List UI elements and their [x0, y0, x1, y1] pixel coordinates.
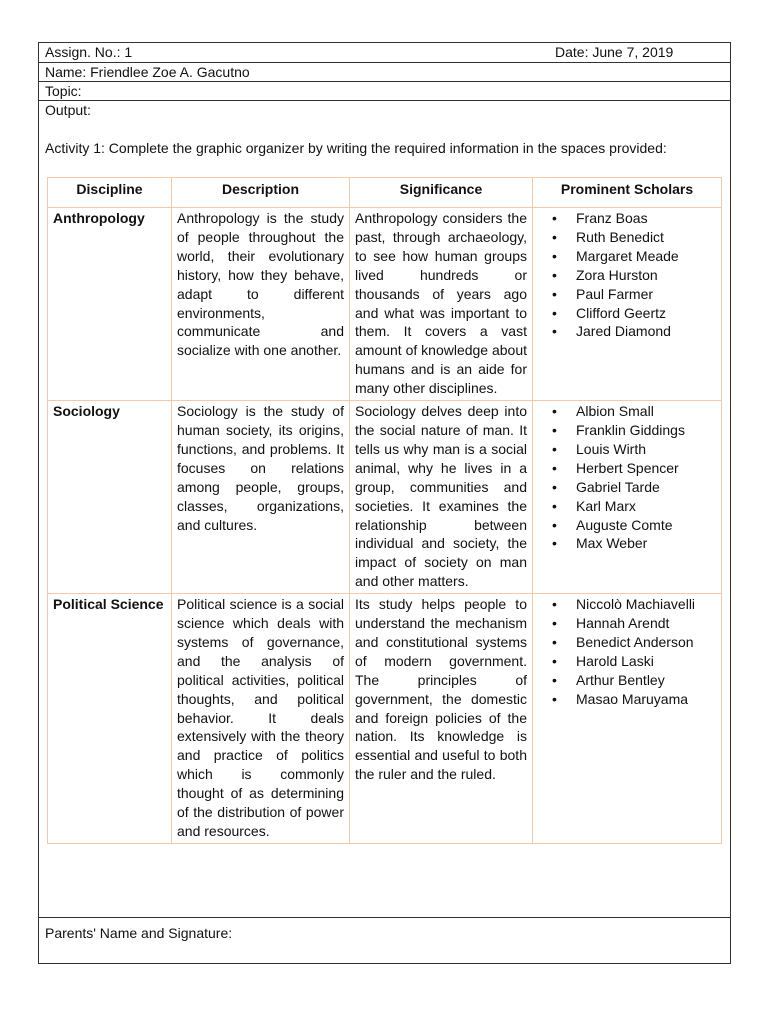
- scholar-item: • Zora Hurston: [564, 266, 716, 285]
- assign-number: Assign. No.: 1: [45, 44, 133, 60]
- assignment-sheet: [38, 42, 731, 964]
- scholar-item: • Jared Diamond: [564, 322, 716, 341]
- output-label: Output:: [45, 102, 91, 118]
- scholar-item: • Franklin Giddings: [564, 421, 716, 440]
- scholar-item: • Margaret Meade: [564, 247, 716, 266]
- scholar-item: • Louis Wirth: [564, 440, 716, 459]
- header-row-topic: [39, 82, 730, 101]
- discipline-cell: Anthropology: [48, 208, 172, 401]
- significance-cell: Anthropology considers the past, through archaeology, to see how human groups lived hundreds or thousands of years ago and what was important to them. It covers a vast amount of knowledge about humans and is an aide for many other disciplines.: [350, 208, 533, 401]
- scholar-item: • Benedict Anderson: [564, 633, 716, 652]
- scholar-item: • Masao Maruyama: [564, 690, 716, 709]
- header-scholars: Prominent Scholars: [533, 178, 722, 208]
- scholar-item: • Herbert Spencer: [564, 459, 716, 478]
- scholars-cell: [533, 208, 722, 401]
- scholar-item: • Arthur Bentley: [564, 671, 716, 690]
- output-area: [39, 101, 730, 918]
- graphic-organizer-table: [47, 177, 722, 844]
- scholars-cell: [533, 594, 722, 844]
- table-header-row: [48, 178, 722, 208]
- topic-label: Topic:: [45, 83, 82, 99]
- significance-cell: Sociology delves deep into the social nature of man. It tells us why man is a social animal, why he lives in a group, communities and societies. It examines the relationship between individual and society, the impact of society on man and other matters.: [350, 401, 533, 594]
- date-text: Date: June 7, 2019: [555, 44, 674, 60]
- scholar-item: • Karl Marx: [564, 497, 716, 516]
- scholars-list: [538, 209, 716, 341]
- header-discipline: Discipline: [48, 178, 172, 208]
- discipline-cell: Sociology: [48, 401, 172, 594]
- student-name: Name: Friendlee Zoe A. Gacutno: [45, 64, 250, 80]
- header-row-name: [39, 63, 730, 82]
- scholars-list: [538, 402, 716, 553]
- parents-signature-label: Parents' Name and Signature:: [45, 925, 233, 941]
- scholars-cell: [533, 401, 722, 594]
- scholar-item: • Hannah Arendt: [564, 614, 716, 633]
- table-row: [48, 401, 722, 594]
- header-row-assign: [39, 43, 730, 63]
- description-cell: Anthropology is the study of people throughout the world, their evolutionary history, how they behave, adapt to different environments, communicate and socialize with one another.: [172, 208, 350, 401]
- scholars-list: [538, 595, 716, 708]
- scholar-item: • Franz Boas: [564, 209, 716, 228]
- scholar-item: • Max Weber: [564, 534, 716, 553]
- scholar-item: • Niccolò Machiavelli: [564, 595, 716, 614]
- scholar-item: • Paul Farmer: [564, 285, 716, 304]
- description-cell: Sociology is the study of human society, its origins, functions, and problems. It focuses on relations among people, groups, classes, organizations, and cultures.: [172, 401, 350, 594]
- discipline-cell: Political Science: [48, 594, 172, 844]
- scholar-item: • Ruth Benedict: [564, 228, 716, 247]
- activity-instructions: Activity 1: Complete the graphic organizer by writing the required information in the spaces provided:: [45, 140, 667, 156]
- table-row: [48, 594, 722, 844]
- header-significance: Significance: [350, 178, 533, 208]
- header-description: Description: [172, 178, 350, 208]
- scholar-item: • Harold Laski: [564, 652, 716, 671]
- scholar-item: • Albion Small: [564, 402, 716, 421]
- description-cell: Political science is a social science which deals with systems of governance, and the analysis of political activities, political thoughts, and political behavior. It deals extensively with the theory and practice of politics which is commonly thought of as determining of the distribution of power and resources.: [172, 594, 350, 844]
- scholar-item: • Clifford Geertz: [564, 304, 716, 323]
- significance-cell: Its study helps people to understand the mechanism and constitutional systems of modern government. The principles of government, the domestic and foreign policies of the nation. Its knowledge is essential and useful to both the ruler and the ruled.: [350, 594, 533, 844]
- table-row: [48, 208, 722, 401]
- scholar-item: • Gabriel Tarde: [564, 478, 716, 497]
- scholar-item: • Auguste Comte: [564, 516, 716, 535]
